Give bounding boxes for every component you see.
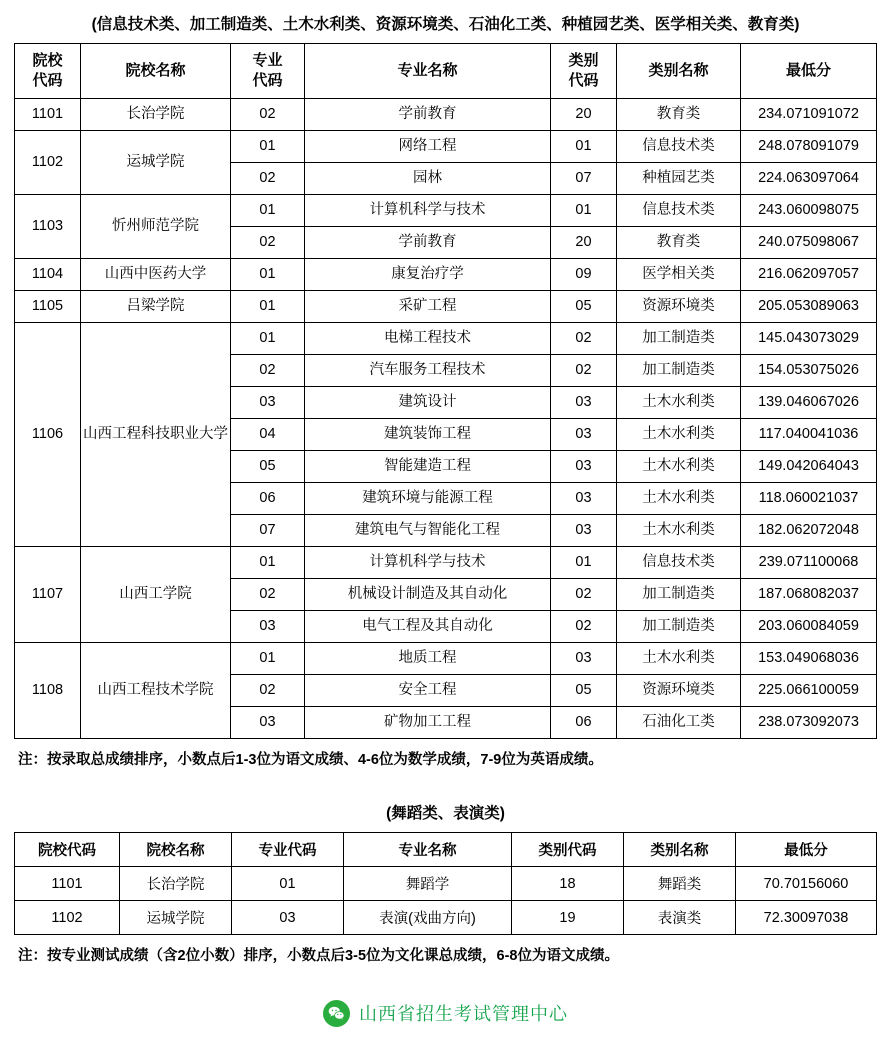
cell-school-code: 1101 <box>15 99 81 131</box>
cell-school-code: 1106 <box>15 323 81 547</box>
table-row <box>15 259 877 291</box>
cell-major-name: 智能建造工程 <box>305 451 551 483</box>
section-title-2: (舞蹈类、表演类) <box>386 805 505 822</box>
table-body <box>15 867 877 935</box>
table-row <box>15 131 877 163</box>
cell-min-score: 203.060084059 <box>741 611 877 643</box>
cell-major-code: 02 <box>231 163 305 195</box>
cell-category-code: 03 <box>551 643 617 675</box>
cell-major-name: 康复治疗学 <box>305 259 551 291</box>
cell-major-name: 网络工程 <box>305 131 551 163</box>
table-row <box>15 99 877 131</box>
table-row <box>15 901 877 935</box>
cell-category-code: 05 <box>551 291 617 323</box>
cell-category-code: 07 <box>551 163 617 195</box>
cell-major-name: 学前教育 <box>305 227 551 259</box>
cell-min-score: 225.066100059 <box>741 675 877 707</box>
cell-category-code: 02 <box>551 579 617 611</box>
col-header-school-code <box>15 44 81 99</box>
cell-school-code: 1108 <box>15 643 81 739</box>
cell-major-code: 03 <box>231 611 305 643</box>
col-header-category-code <box>551 44 617 99</box>
cell-min-score: 240.075098067 <box>741 227 877 259</box>
cell-category-name: 信息技术类 <box>617 195 741 227</box>
cell-category-code: 18 <box>512 867 624 901</box>
cell-min-score: 145.043073029 <box>741 323 877 355</box>
cell-major-name: 建筑设计 <box>305 387 551 419</box>
cell-category-code: 20 <box>551 227 617 259</box>
cell-category-name: 教育类 <box>617 99 741 131</box>
cell-min-score: 153.049068036 <box>741 643 877 675</box>
cell-school-name: 长治学院 <box>120 867 232 901</box>
cell-major-name: 汽车服务工程技术 <box>305 355 551 387</box>
cell-category-code: 02 <box>551 355 617 387</box>
cell-major-code: 07 <box>231 515 305 547</box>
cell-min-score: 239.071100068 <box>741 547 877 579</box>
cell-school-code: 1102 <box>15 131 81 195</box>
cell-major-name: 园林 <box>305 163 551 195</box>
cell-major-code: 02 <box>231 579 305 611</box>
cell-major-code: 01 <box>231 131 305 163</box>
cell-min-score: 154.053075026 <box>741 355 877 387</box>
cell-major-code: 02 <box>231 99 305 131</box>
col-header-category-code: 类别代码 <box>512 833 624 867</box>
col-header-school-name: 院校名称 <box>81 44 231 99</box>
cell-major-name: 表演(戏曲方向) <box>344 901 512 935</box>
cell-category-code: 03 <box>551 515 617 547</box>
cell-major-name: 学前教育 <box>305 99 551 131</box>
cell-major-name: 机械设计制造及其自动化 <box>305 579 551 611</box>
header-line-2: 代码 <box>252 72 283 89</box>
cell-category-code: 02 <box>551 611 617 643</box>
wechat-icon <box>323 1000 350 1027</box>
cell-category-name: 土木水利类 <box>617 515 741 547</box>
cell-school-name: 运城学院 <box>81 131 231 195</box>
cell-min-score: 118.060021037 <box>741 483 877 515</box>
col-header-category-name: 类别名称 <box>624 833 736 867</box>
cell-category-name: 信息技术类 <box>617 131 741 163</box>
cell-min-score: 248.078091079 <box>741 131 877 163</box>
cell-major-code: 06 <box>231 483 305 515</box>
cell-major-code: 03 <box>231 707 305 739</box>
cell-category-name: 土木水利类 <box>617 419 741 451</box>
header-line-1: 专业 <box>252 51 283 69</box>
section-title-1: (信息技术类、加工制造类、土木水利类、资源环境类、石油化工类、种植园艺类、医学相关类、教育类) <box>91 16 800 33</box>
cell-category-code: 06 <box>551 707 617 739</box>
cell-category-code: 20 <box>551 99 617 131</box>
cell-category-code: 19 <box>512 901 624 935</box>
cell-category-code: 03 <box>551 419 617 451</box>
cell-major-name: 建筑装饰工程 <box>305 419 551 451</box>
note-1: 注：按录取总成绩排序，小数点后1-3位为语文成绩、4-6位为数学成绩，7-9位为英语成绩。 <box>18 752 603 768</box>
cell-category-name: 种植园艺类 <box>617 163 741 195</box>
cell-major-code: 01 <box>232 867 344 901</box>
cell-school-name: 山西工程科技职业大学 <box>81 323 231 547</box>
cell-school-code: 1102 <box>15 901 120 935</box>
cell-category-name: 土木水利类 <box>617 643 741 675</box>
note-2: 注：按专业测试成绩（含2位小数）排序，小数点后3-5位为文化课总成绩，6-8位为语文成绩。 <box>18 948 619 964</box>
cell-major-code: 02 <box>231 675 305 707</box>
cell-major-code: 01 <box>231 291 305 323</box>
cell-category-name: 资源环境类 <box>617 675 741 707</box>
admission-scores-table-1 <box>14 43 877 739</box>
cell-major-code: 01 <box>231 323 305 355</box>
header-line-2: 代码 <box>32 72 63 89</box>
cell-school-name: 吕梁学院 <box>81 291 231 323</box>
cell-category-name: 土木水利类 <box>617 451 741 483</box>
cell-major-code: 01 <box>231 643 305 675</box>
cell-major-name: 矿物加工工程 <box>305 707 551 739</box>
cell-major-code: 02 <box>231 227 305 259</box>
cell-category-code: 01 <box>551 131 617 163</box>
table-row <box>15 547 877 579</box>
cell-major-name: 舞蹈学 <box>344 867 512 901</box>
cell-major-code: 01 <box>231 547 305 579</box>
cell-major-name: 地质工程 <box>305 643 551 675</box>
cell-major-code: 04 <box>231 419 305 451</box>
cell-major-code: 01 <box>231 195 305 227</box>
cell-category-name: 表演类 <box>624 901 736 935</box>
cell-major-code: 03 <box>232 901 344 935</box>
cell-category-name: 资源环境类 <box>617 291 741 323</box>
cell-school-name: 忻州师范学院 <box>81 195 231 259</box>
cell-category-name: 医学相关类 <box>617 259 741 291</box>
cell-category-name: 加工制造类 <box>617 323 741 355</box>
cell-category-name: 加工制造类 <box>617 611 741 643</box>
cell-min-score: 70.70156060 <box>736 867 877 901</box>
cell-min-score: 187.068082037 <box>741 579 877 611</box>
cell-min-score: 234.071091072 <box>741 99 877 131</box>
cell-category-code: 03 <box>551 451 617 483</box>
cell-min-score: 117.040041036 <box>741 419 877 451</box>
cell-min-score: 149.042064043 <box>741 451 877 483</box>
col-header-major-code <box>231 44 305 99</box>
cell-category-name: 土木水利类 <box>617 387 741 419</box>
header-line-2: 代码 <box>568 72 599 89</box>
cell-major-code: 01 <box>231 259 305 291</box>
cell-min-score: 182.062072048 <box>741 515 877 547</box>
cell-major-name: 电气工程及其自动化 <box>305 611 551 643</box>
cell-min-score: 72.30097038 <box>736 901 877 935</box>
col-header-category-name: 类别名称 <box>617 44 741 99</box>
table-row <box>15 323 877 355</box>
table-row <box>15 291 877 323</box>
cell-category-name: 教育类 <box>617 227 741 259</box>
cell-category-code: 09 <box>551 259 617 291</box>
table-header-row <box>15 833 877 867</box>
cell-category-name: 信息技术类 <box>617 547 741 579</box>
cell-school-name: 山西工学院 <box>81 547 231 643</box>
col-header-min-score: 最低分 <box>736 833 877 867</box>
cell-school-code: 1103 <box>15 195 81 259</box>
cell-category-name: 石油化工类 <box>617 707 741 739</box>
cell-school-code: 1105 <box>15 291 81 323</box>
cell-min-score: 238.073092073 <box>741 707 877 739</box>
cell-min-score: 205.053089063 <box>741 291 877 323</box>
cell-category-code: 05 <box>551 675 617 707</box>
cell-min-score: 139.046067026 <box>741 387 877 419</box>
cell-major-name: 安全工程 <box>305 675 551 707</box>
header-line-1: 类别 <box>568 51 599 69</box>
cell-major-name: 计算机科学与技术 <box>305 547 551 579</box>
admission-scores-table-2 <box>14 832 877 935</box>
table-body <box>15 99 877 739</box>
cell-school-code: 1107 <box>15 547 81 643</box>
cell-major-name: 电梯工程技术 <box>305 323 551 355</box>
cell-min-score: 216.062097057 <box>741 259 877 291</box>
cell-category-name: 加工制造类 <box>617 355 741 387</box>
table-row <box>15 195 877 227</box>
cell-min-score: 243.060098075 <box>741 195 877 227</box>
col-header-school-name: 院校名称 <box>120 833 232 867</box>
col-header-major-name: 专业名称 <box>305 44 551 99</box>
cell-category-code: 03 <box>551 387 617 419</box>
cell-school-name: 长治学院 <box>81 99 231 131</box>
table-row <box>15 867 877 901</box>
cell-school-name: 山西工程技术学院 <box>81 643 231 739</box>
header-line-1: 院校 <box>32 51 63 69</box>
table-row <box>15 643 877 675</box>
cell-school-name: 山西中医药大学 <box>81 259 231 291</box>
col-header-major-code: 专业代码 <box>232 833 344 867</box>
cell-category-name: 土木水利类 <box>617 483 741 515</box>
cell-category-code: 03 <box>551 483 617 515</box>
footer-label: 山西省招生考试管理中心 <box>359 1004 568 1024</box>
cell-major-name: 建筑电气与智能化工程 <box>305 515 551 547</box>
cell-major-name: 采矿工程 <box>305 291 551 323</box>
cell-major-code: 03 <box>231 387 305 419</box>
cell-category-name: 加工制造类 <box>617 579 741 611</box>
cell-major-code: 02 <box>231 355 305 387</box>
table-header-row <box>15 44 877 99</box>
cell-major-code: 05 <box>231 451 305 483</box>
col-header-school-code: 院校代码 <box>15 833 120 867</box>
col-header-min-score: 最低分 <box>741 44 877 99</box>
cell-category-code: 01 <box>551 547 617 579</box>
cell-major-name: 建筑环境与能源工程 <box>305 483 551 515</box>
cell-school-code: 1101 <box>15 867 120 901</box>
cell-school-code: 1104 <box>15 259 81 291</box>
cell-school-name: 运城学院 <box>120 901 232 935</box>
col-header-major-name: 专业名称 <box>344 833 512 867</box>
cell-category-code: 02 <box>551 323 617 355</box>
cell-major-name: 计算机科学与技术 <box>305 195 551 227</box>
cell-min-score: 224.063097064 <box>741 163 877 195</box>
cell-category-name: 舞蹈类 <box>624 867 736 901</box>
cell-category-code: 01 <box>551 195 617 227</box>
footer <box>0 985 891 1041</box>
